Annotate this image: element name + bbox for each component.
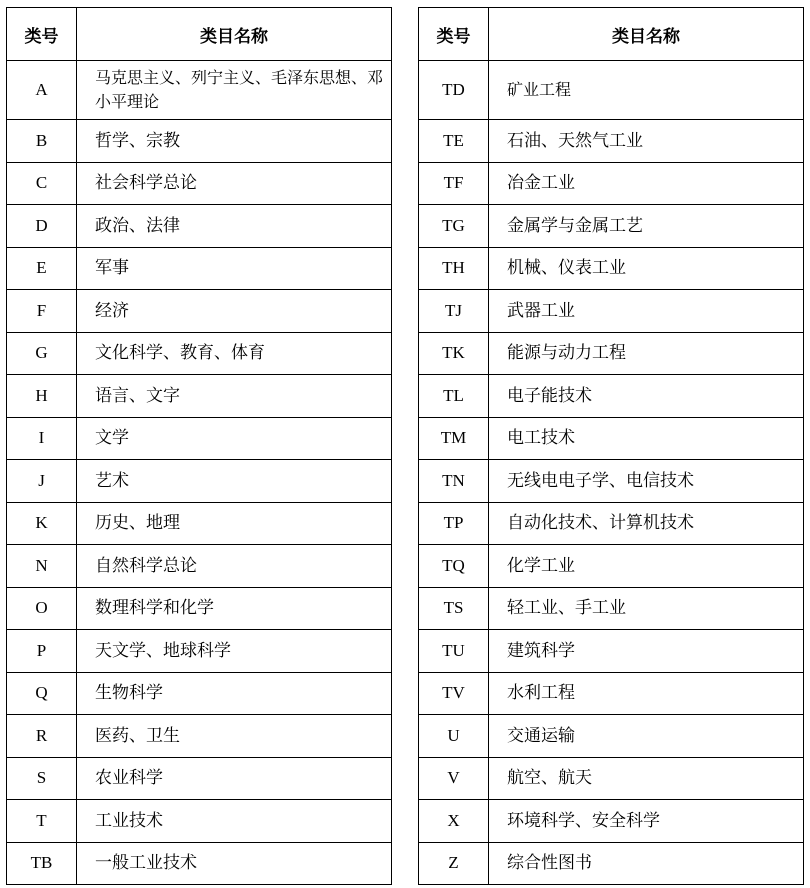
table-row [419, 162, 804, 205]
class-name: 生物科学 [77, 672, 392, 715]
table-row [419, 61, 804, 120]
table-row [7, 247, 392, 290]
class-code: TU [419, 630, 489, 673]
table-row [7, 332, 392, 375]
class-code: S [7, 757, 77, 800]
table-row [7, 61, 392, 120]
class-code: C [7, 162, 77, 205]
classification-table-left [6, 7, 392, 885]
class-name: 冶金工业 [489, 162, 804, 205]
table-row [419, 672, 804, 715]
class-code: R [7, 715, 77, 758]
class-code: F [7, 290, 77, 333]
class-name: 化学工业 [489, 545, 804, 588]
code-column-header: 类号 [419, 8, 489, 61]
class-name: 天文学、地球科学 [77, 630, 392, 673]
class-name: 石油、天然气工业 [489, 120, 804, 163]
class-code: U [419, 715, 489, 758]
class-name: 交通运输 [489, 715, 804, 758]
table-row [7, 587, 392, 630]
class-name: 能源与动力工程 [489, 332, 804, 375]
class-name: 农业科学 [77, 757, 392, 800]
table-row [419, 630, 804, 673]
class-name: 电子能技术 [489, 375, 804, 418]
class-name: 武器工业 [489, 290, 804, 333]
class-name: 航空、航天 [489, 757, 804, 800]
table-row [7, 417, 392, 460]
table-row [419, 417, 804, 460]
class-name: 电工技术 [489, 417, 804, 460]
class-code: Q [7, 672, 77, 715]
class-code: J [7, 460, 77, 503]
table-row [7, 460, 392, 503]
class-name: 轻工业、手工业 [489, 587, 804, 630]
name-column-header: 类目名称 [77, 8, 392, 61]
class-name: 环境科学、安全科学 [489, 800, 804, 843]
class-code: TE [419, 120, 489, 163]
table-row [7, 205, 392, 248]
class-name: 政治、法律 [77, 205, 392, 248]
table-row [419, 120, 804, 163]
class-code: TP [419, 502, 489, 545]
class-name: 文学 [77, 417, 392, 460]
class-name: 历史、地理 [77, 502, 392, 545]
class-name: 矿业工程 [489, 61, 804, 120]
class-code: TQ [419, 545, 489, 588]
table-row [7, 757, 392, 800]
class-code: B [7, 120, 77, 163]
table-header-row [7, 8, 392, 61]
table-row [7, 502, 392, 545]
class-code: A [7, 61, 77, 120]
name-column-header: 类目名称 [489, 8, 804, 61]
table-row [419, 205, 804, 248]
table-row [419, 502, 804, 545]
class-code: G [7, 332, 77, 375]
class-name: 自然科学总论 [77, 545, 392, 588]
table-row [419, 332, 804, 375]
class-name: 艺术 [77, 460, 392, 503]
class-code: TF [419, 162, 489, 205]
class-name: 经济 [77, 290, 392, 333]
table-row [419, 375, 804, 418]
table-header-row [419, 8, 804, 61]
table-row [7, 545, 392, 588]
classification-table-right [418, 7, 804, 885]
table-row [419, 800, 804, 843]
class-code: TG [419, 205, 489, 248]
class-name: 工业技术 [77, 800, 392, 843]
class-code: TL [419, 375, 489, 418]
class-code: TV [419, 672, 489, 715]
class-name: 哲学、宗教 [77, 120, 392, 163]
class-name: 综合性图书 [489, 842, 804, 885]
code-column-header: 类号 [7, 8, 77, 61]
class-code: O [7, 587, 77, 630]
class-code: H [7, 375, 77, 418]
class-name: 社会科学总论 [77, 162, 392, 205]
class-code: I [7, 417, 77, 460]
class-code: TD [419, 61, 489, 120]
class-name: 语言、文字 [77, 375, 392, 418]
table-row [419, 247, 804, 290]
table-row [7, 290, 392, 333]
class-name: 无线电电子学、电信技术 [489, 460, 804, 503]
class-name: 机械、仪表工业 [489, 247, 804, 290]
table-row [7, 715, 392, 758]
class-code: TH [419, 247, 489, 290]
class-name: 自动化技术、计算机技术 [489, 502, 804, 545]
class-code: TM [419, 417, 489, 460]
table-row [419, 290, 804, 333]
table-row [7, 630, 392, 673]
class-name: 一般工业技术 [77, 842, 392, 885]
class-code: TK [419, 332, 489, 375]
class-code: X [419, 800, 489, 843]
class-code: TS [419, 587, 489, 630]
class-code: V [419, 757, 489, 800]
table-row [7, 800, 392, 843]
table-row [419, 757, 804, 800]
table-row [419, 842, 804, 885]
table-row [7, 672, 392, 715]
class-name: 文化科学、教育、体育 [77, 332, 392, 375]
class-name: 水利工程 [489, 672, 804, 715]
class-name: 建筑科学 [489, 630, 804, 673]
class-code: T [7, 800, 77, 843]
table-row [7, 162, 392, 205]
class-name: 马克思主义、列宁主义、毛泽东思想、邓小平理论 [77, 61, 392, 120]
class-code: Z [419, 842, 489, 885]
class-name: 金属学与金属工艺 [489, 205, 804, 248]
table-row [7, 120, 392, 163]
class-name: 医药、卫生 [77, 715, 392, 758]
class-code: P [7, 630, 77, 673]
table-row [419, 545, 804, 588]
class-code: TJ [419, 290, 489, 333]
classification-sheet [6, 7, 803, 880]
table-row [7, 842, 392, 885]
class-code: K [7, 502, 77, 545]
class-code: TN [419, 460, 489, 503]
table-row [419, 460, 804, 503]
table-row [7, 375, 392, 418]
class-code: TB [7, 842, 77, 885]
class-name: 军事 [77, 247, 392, 290]
class-code: D [7, 205, 77, 248]
class-code: N [7, 545, 77, 588]
class-name: 数理科学和化学 [77, 587, 392, 630]
table-row [419, 715, 804, 758]
table-row [419, 587, 804, 630]
class-code: E [7, 247, 77, 290]
